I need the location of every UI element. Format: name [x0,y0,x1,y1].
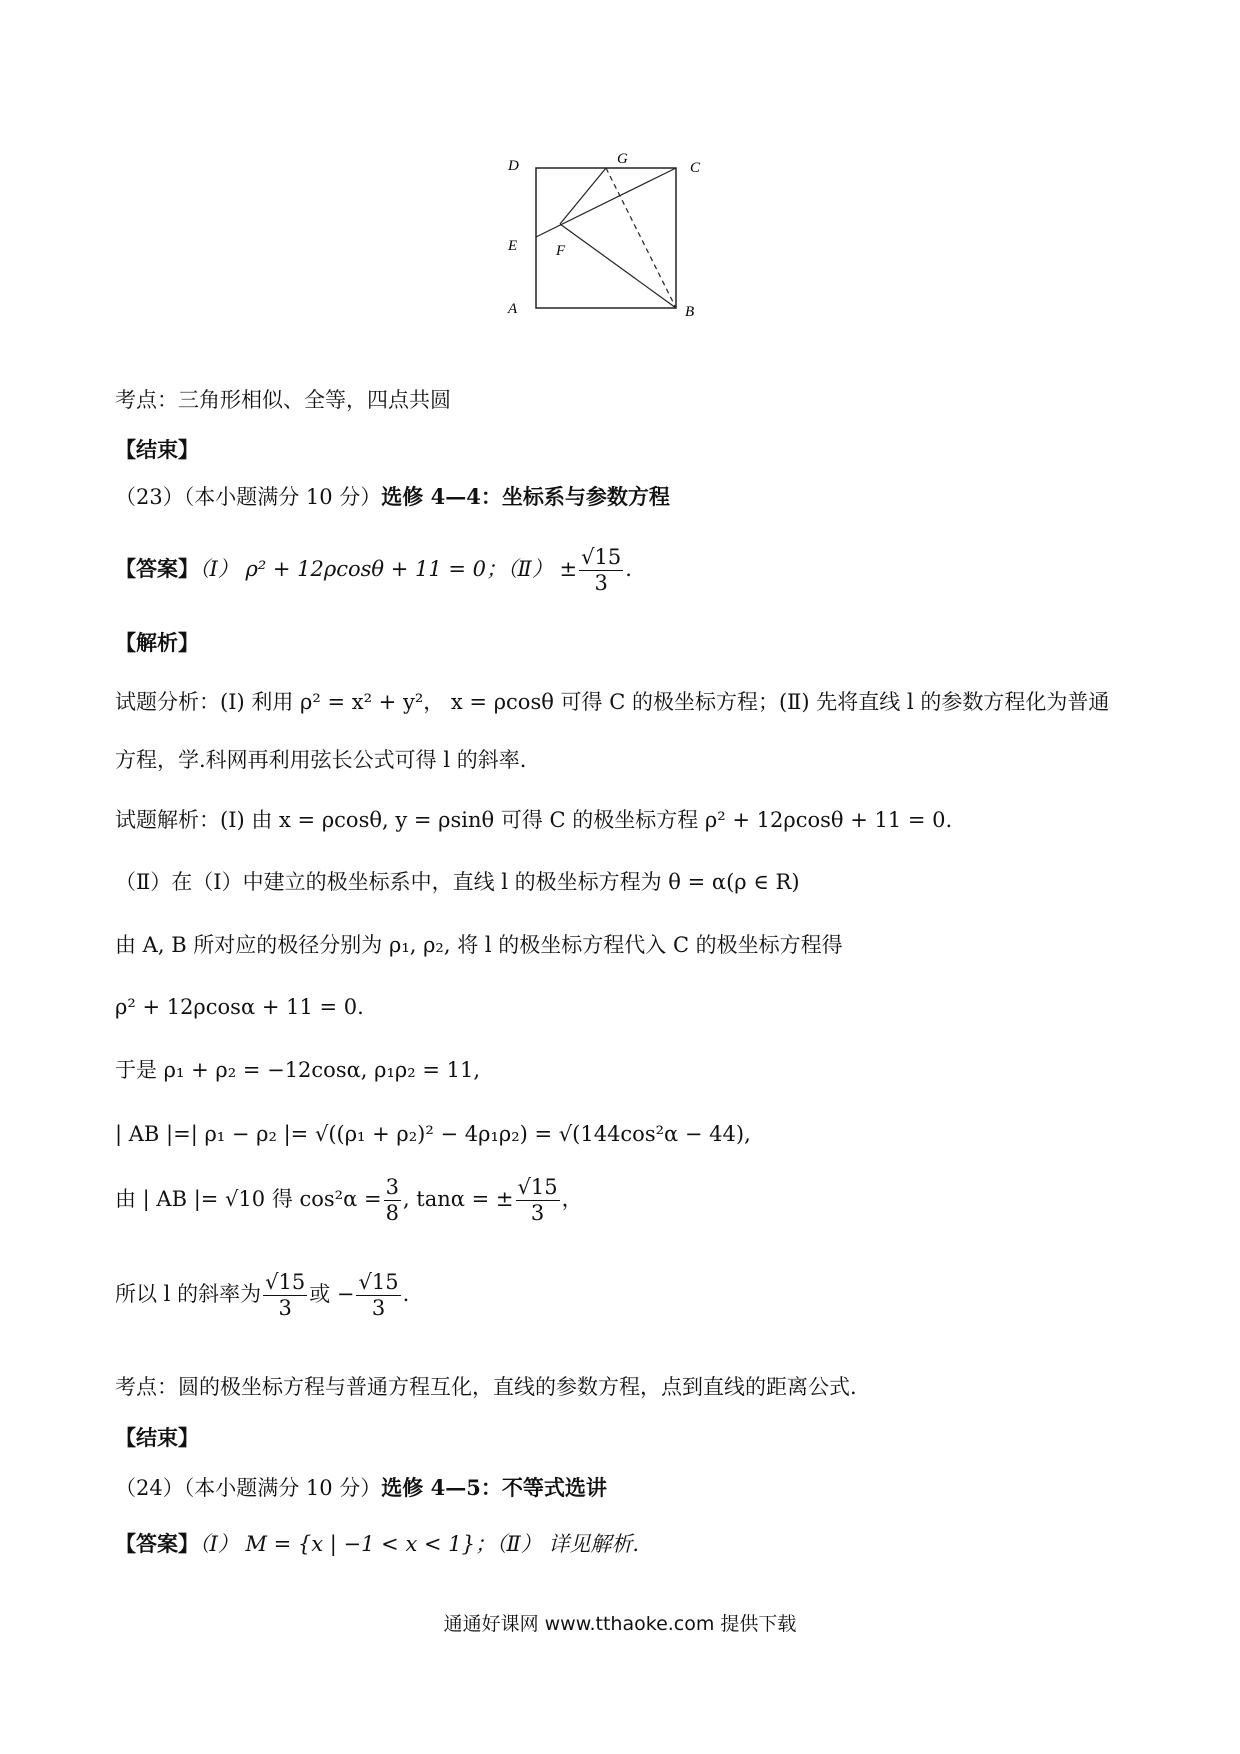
question-23-title: 选修 4—4：坐标系与参数方程 [381,484,670,509]
kaodian-line-1: 考点：三角形相似、全等，四点共圆 [115,388,451,412]
answer-23-text: （Ⅰ） ρ² + 12ρcosθ + 11 = 0；（Ⅱ） ± [199,557,578,582]
segment-gb-dashed [606,168,676,308]
answer-24 [115,1531,639,1557]
label-c: C [690,160,701,176]
fraction-denominator: 3 [530,1201,545,1226]
label-d: D [508,158,519,174]
segment-fg [560,168,606,224]
solution-8-fraction-1 [263,1270,307,1321]
label-a: A [508,301,518,317]
question-24-title: 选修 4—5：不等式选讲 [381,1475,607,1500]
solution-7-part-c: ， [561,1187,583,1212]
answer-24-text: （Ⅰ） M = {x | −1 < x < 1}；（Ⅱ） 详见解析. [199,1532,640,1556]
end-marker-2: 【结束】 [115,1425,199,1450]
solution-7-fraction-1 [384,1175,401,1226]
label-g: G [617,151,628,167]
label-f: F [556,243,566,259]
answer-23-denominator: 3 [594,571,608,596]
solution-line-5: 于是 ρ₁ + ρ₂ = −12cosα, ρ₁ρ₂ = 11, [115,1058,480,1082]
segment-fb [560,224,676,308]
solution-8-part-b: 或 − [309,1282,355,1307]
solution-line-6: | AB |=| ρ₁ − ρ₂ |= √((ρ₁ + ρ₂)² − 4ρ₁ρ₂) = √(144cos²α − 44), [115,1122,751,1146]
solution-line-7 [115,1175,583,1226]
analysis-line-2: 方程，学.科网再利用弦长公式可得 l 的斜率. [115,748,527,772]
solution-7-part-b: , tanα = ± [402,1187,514,1212]
solution-line-3: 由 A, B 所对应的极径分别为 ρ₁, ρ₂, 将 l 的极坐标方程代入 C 的极坐标方程得 [115,933,843,957]
solution-line-2: （Ⅱ）在（Ⅰ）中建立的极坐标系中，直线 l 的极坐标方程为 θ = α(ρ ∈ R) [115,870,800,894]
square-abcd [536,168,676,308]
footer-credit: 通通好课网 www.tthaoke.com 提供下载 [443,1613,797,1635]
fraction-denominator: 8 [385,1201,399,1226]
geometry-figure [500,151,750,360]
answer-23 [115,545,632,596]
answer-label: 【答案】 [115,1531,199,1556]
fraction-numerator: √15 [263,1270,307,1296]
analysis-line-1: 试题分析：(Ⅰ) 利用 ρ² = x² + y²， x = ρcosθ 可得 C 的极坐标方程；(Ⅱ) 先将直线 l 的参数方程化为普通 [115,690,1110,714]
fraction-numerator: 3 [384,1175,401,1201]
segment-ec [536,168,676,237]
solution-8-part-c: . [402,1282,410,1307]
label-e: E [508,238,518,254]
solution-7-part-a: 由 | AB |= √10 得 cos²α = [115,1187,382,1212]
fraction-denominator: 3 [371,1296,386,1321]
fraction-numerator: √15 [516,1175,560,1201]
question-24-prefix: （24）（本小题满分 10 分） [115,1476,382,1500]
kaodian-line-2: 考点：圆的极坐标方程与普通方程互化，直线的参数方程，点到直线的距离公式. [115,1375,857,1399]
solution-line-4: ρ² + 12ρcosα + 11 = 0. [115,995,364,1019]
fraction-denominator: 3 [278,1296,292,1321]
end-marker-1: 【结束】 [115,437,199,462]
solution-8-part-a: 所以 l 的斜率为 [115,1282,262,1307]
answer-23-tail: . [625,557,632,582]
square-diagram [500,151,750,360]
fraction-numerator: √15 [356,1270,400,1296]
solution-line-1: 试题解析：(Ⅰ) 由 x = ρcosθ, y = ρsinθ 可得 C 的极坐标方程 ρ² + 12ρcosθ + 11 = 0. [115,808,953,832]
solution-line-8 [115,1270,409,1321]
question-23-heading [115,484,670,510]
question-23-prefix: （23）（本小题满分 10 分） [115,485,382,509]
answer-23-fraction [579,545,623,596]
label-b: B [685,304,695,320]
solution-8-fraction-2 [356,1270,400,1321]
answer-label: 【答案】 [115,556,199,582]
solution-7-fraction-2 [516,1175,560,1226]
answer-23-numerator: √15 [579,545,623,571]
question-24-heading [115,1475,607,1501]
analysis-heading: 【解析】 [115,630,199,655]
